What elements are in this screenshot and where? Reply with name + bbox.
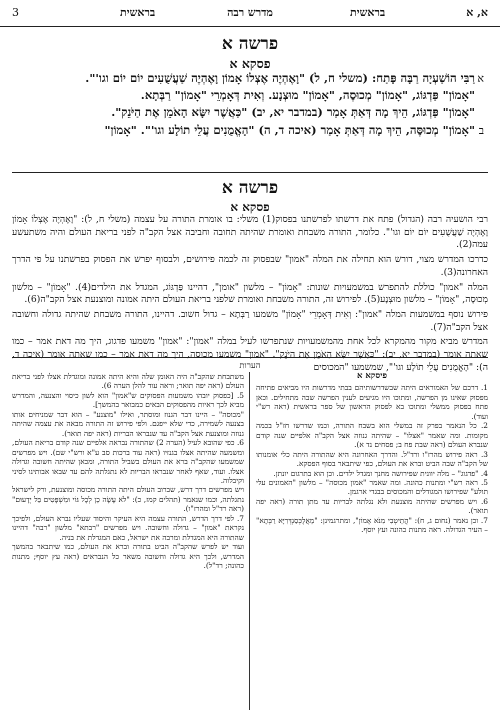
note: 5. ראה רש"י ומתנות כהונה. ומה שאמר "אמון מכוסה" – מלשון "האמונים עלי תולע" שפירושו המגודלים והמכוסים בבגדי ארגמן. <box>256 477 488 497</box>
note: 2. כל הנאמר בפרק זה במשלי הוא בשבח התורה, וכמו שדרשו חז"ל בכמה מקומות. ומה שאמר "אצלו" – שהיתה גנוזה אצל הקב"ה אלפיים שנה קודם שנברא העולם (ראה שבת פח ב; פסחים נד א). <box>256 421 488 450</box>
note: משתבחת שהקב"ה היה האומן שלה והיא היתה אמונה ומוגדלת אצלו לפני בריאת העולם (ראה יפה תואר; וראה עוד להלן הערה 6). <box>12 372 244 391</box>
commentary-piska-title: פסקא א <box>230 200 270 214</box>
commentary-parsha-title: פרשה א <box>221 178 279 198</box>
commentary-paragraph: רבי הושעיה רבה (הגדול) פתח את דרשתו לפרשתנו בפסוק(1) משלי: בו אומרת התורה על עצמה (משלי ח, ל): "וָאֶהְיֶה אֶצְלוֹ אָמוֹן וָאֶהְיֶה שַׁעֲשֻׁעִים יוֹם יוֹם וגו'". כלומר, התורה משבחת ואומרת שהיתה תחובה וחביבה אצל הקב"ה לפני בריאת העולם והיה משתעשע עמה(2). <box>12 214 489 251</box>
margin-letter-bet: ב <box>478 124 484 137</box>
margin-letter-alef: א <box>477 72 484 85</box>
header-right-book: בראשית <box>350 6 386 19</box>
source-line: "אָמוֹן" פַּדְגּוֹג, הֵיךְ מָה דְּאַתְּ אָמַר (במדבר יא, יב) "כַּאֲשֶׁר יִשָּׂא הָאֹמֵן אֶת הַיֹּנֵק". <box>111 105 475 120</box>
commentary-paragraph: המדרש מביא מקור מהמקרא לכל אחת מהמשמעויות שנתפרשו לעיל במלה "אמון": "אמון" משמעו פדגוג, היך מה דאת אמר – כמו שאתה אומר (במדבר יא, יב): "כַּאֲשֶׁר יִשָּׂא הָאֹמֵן אֶת הַיֹּנֵק". "אמון" משמעו מכוסה, היך מה דאת אמר – כמו שאתה אומר (איכה ד, ה): "הָאֱמֻנִים עֲלֵי תוֹלָע וגו'", שמשמעו "המכוסים <box>12 336 488 373</box>
commentary-text <box>12 214 488 376</box>
source-piska-title: פסקא א <box>229 56 271 71</box>
running-header <box>0 0 500 27</box>
note: 7. וכן נאמר (נחום ג, ח): "הֲתֵיטְבִי מִנֹּא אָמוֹן", ומתרגמינן: "מֵאֲלֶכְּסַנְדְּרִיָּא רַבְּתָא" – העיר הגדולה. ראה מתנות כהונה ועץ יוסף. <box>256 515 488 535</box>
note: 6. כפי שהובא לעיל (הערה 2) שהתורה נבראה אלפיים שנה קודם בריאת העולם, ומשמעה שהיתה אצלו בגנזיו (ראה עוד ברכות סב ע"א ורש"י שם). ויש מפרשים שמשמעו שהקב"ה ברא את העולם בשביל התורה, ומכאן שהיתה חשובה וגדולה אצלו. ועוד, שאף לאחר שנבראו הבריות לא נתגלתה להם עד שבאו אבותינו לסיני וקיבלוה. <box>12 438 244 485</box>
notes-column-right <box>256 372 488 535</box>
notes-column-left <box>12 372 244 571</box>
commentary-paragraph: המלה "אמון" כוללת להתפרש במשמעויות שונות: "אָמוֹן" – מלשון "אומן", דהיינו פַּדְגּוֹג, המגדל את הילדים(4). "אָמוֹן" – מלשון מְכוּסֶה, "אָמוֹן" – מלשון מוּצְנָע(5). לפירוש זה, התורה משבחת ואומרת שלפני בריאת העולם היתה אמונה ומוצנעת אצל הקב"ה(6). <box>12 281 488 306</box>
midrash-source-text <box>30 70 475 139</box>
notes-right-title: פיסקא א <box>356 371 388 381</box>
note: ועוד יש לפרש שהקב"ה הביט בתורה וברא את העולם, כמו שיתבאר בהמשך המדרש, ולכך היא גדולה וחשובה משאר כל הנבראים (ראה עץ יוסף; מתנות כהונה; רד"ל). <box>12 542 244 571</box>
section-divider <box>12 172 488 173</box>
note: 3. ראה פירוש מהרז"ו ורד"ל. והדרך האחרונה היא שהתורה היתה כלי אומנותו של הקב"ה שבה הביט וברא את העולם, כפי שיתבאר בסוף הפסקא. <box>256 449 488 469</box>
note: ויש מפרשים דרך דרש, שברוב העולם היתה התורה מכוסה ומוצנעת, ורק לישראל נתגלתה, וכמו שנאמר (תהלים קמז, כ): "לֹא עָשָׂה כֵן לְכָל גּוֹי וּמִשְׁפָּטִים בַּל יְדָעוּם" (ראה רד"ל ומהרז"ו). <box>12 485 244 514</box>
header-left-ref: א, א <box>466 6 488 19</box>
commentary-paragraph: כדרכו המדרש מצוי, דורש הוא תחילה את המלה "אמון" שבפסוק זה לכמה פירושים, ולבסוף יפרש את הפסוק בפרשתנו על פי הדרך האחרונה(3). <box>12 254 488 278</box>
note: 5. [כפסוק יובהו משמעות הפסוקים ש"אמון" הוא לשון כיסוי והצנעה, והמדרש מביא לכך ראיות מהפסוקים הבאים כמבואר בהמשך]. <box>12 390 244 410</box>
header-left-book: בראשית <box>120 6 156 19</box>
source-line: רַבִּי הוֹשַׁעְיָה רַבָּה פָּתַח: (משלי ח, ל) "וָאֶהְיֶה אֶצְלוֹ אָמוֹן וָאֶהְיֶה שַׁעֲשֻׁעִים יוֹם יוֹם וגו'". <box>85 71 475 85</box>
page-number: 3 <box>12 6 19 19</box>
note: "מכוסה" – היינו דבר הגנוז ומוסתר, ואילו "מוצנע" – הוא דבר שמניחים אותו בצנעה לשמירה, כדי שלא ייפגם. ולפי פירוש זה התורה מבאה את עצמה שהיתה גנוזה ומוצנעת אצל הקב"ה עד שנבראו הבריות (ראה יפה תואר). <box>12 409 244 438</box>
header-book-title: מדרש רבה <box>227 6 273 19</box>
source-line: "אָמוֹן" מְכוּסֶּה, הֵיךְ מָה דְּאַתְּ אָמַר (איכה ד, ה) "הָאֱמֻנִים עֲלֵי תוֹלָע וגו'". "אָמוֹן" <box>104 122 475 137</box>
column-rule <box>249 372 250 710</box>
note: 6. ויש מפרשים שהיתה מוצנעת ולא נגלתה לבריות עד מתן תורה (ראה יפה תואר). <box>256 496 488 516</box>
header-right <box>466 6 488 19</box>
source-parsha-title: פרשה א <box>221 34 279 54</box>
note: 1. דרכם של האמוראים היתה שבשדרשותיהם בבתי מדרשות היו מביאים פתיחה מפסוק שאינו מן הפרשה, ומתוכו היו מגיעים לענין הפרשה שבה מתחילים. וכאן פתח בפסוק ממשלי ומתוכו בא לפסוק הראשון של ספר בראשית (ראה רש"י ועוד). <box>256 383 488 421</box>
note: 7. לפי דרך הדרש, התורה עצמה היא העיקר והיסוד שעליו נברא העולם, ולפיכך נקראת "אמון" – גדולה וחשובה. ויש מפרשים "רבתא" מלשון "רבה" דהיינו שהתורה היא המגדלת ומרבה את ישראל, כאם המגדלת את בניה. <box>12 513 244 542</box>
note: 4. "פדגוג" – מלה יוונית שפירושה מחנך ומגדל ילדים. וכן הוא בתרגום יונתן. <box>273 468 488 478</box>
commentary-paragraph: פירוש נוסף במשמעות המלה "אמון": וְאִית דְּאָמְרֵי "אָמוֹן" משמעו רַבְּתָא – גדול חשוב. דהיינו, התורה משבחת שהיתה גדולה וחשובה אצל הקב"ה(7). <box>12 308 488 333</box>
notes-title: הערות <box>239 361 261 371</box>
notes-divider <box>12 357 488 358</box>
source-line: "אָמוֹן" פַּדְגּוֹג, "אָמוֹן" מְכוּסֶה, "אָמוֹן" מוּצְנָע. וְאִית דְּאָמְרֵי "אָמוֹן" רַבְּתָא. <box>140 88 475 103</box>
